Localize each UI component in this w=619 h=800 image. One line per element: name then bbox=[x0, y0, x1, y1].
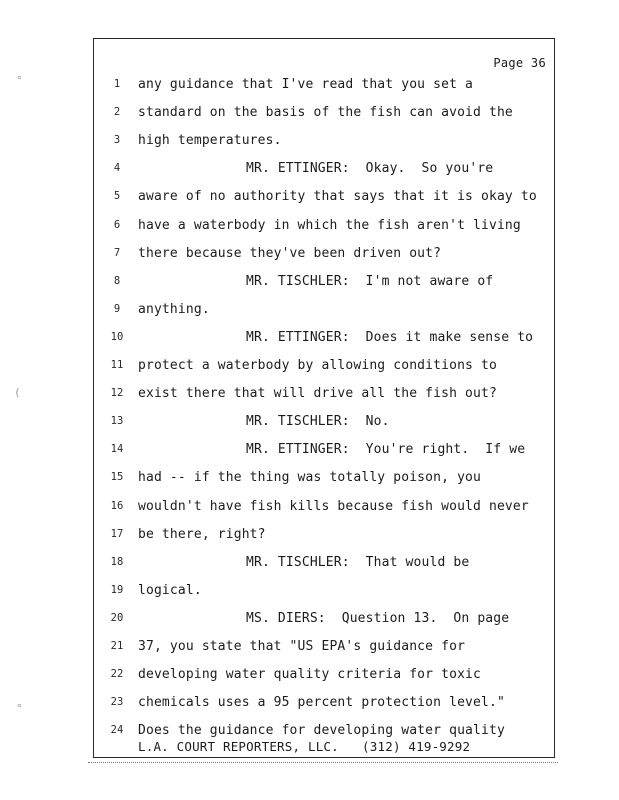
line-number: 12 bbox=[110, 387, 124, 400]
line-number: 1 bbox=[113, 78, 121, 90]
transcript-line: standard on the basis of the fish can avoid the bbox=[138, 105, 513, 121]
page-number: Page 36 bbox=[493, 56, 546, 70]
transcript-line: MR. TISCHLER: No. bbox=[246, 414, 390, 430]
transcript-line: MR. TISCHLER: I'm not aware of bbox=[246, 273, 494, 289]
line-number: 19 bbox=[110, 583, 124, 596]
transcript-line: exist there that will drive all the fish out? bbox=[138, 386, 497, 402]
punch-hole-middle: ( bbox=[14, 386, 21, 399]
transcript-line: protect a waterbody by allowing conditions to bbox=[138, 358, 497, 373]
bottom-rule bbox=[88, 762, 558, 764]
line-number: 2 bbox=[113, 106, 121, 119]
transcript-line: any guidance that I've read that you set a bbox=[138, 77, 474, 92]
line-number: 18 bbox=[110, 555, 124, 568]
transcript-line: MS. DIERS: Question 13. On page bbox=[246, 610, 510, 626]
line-number: 6 bbox=[113, 218, 121, 231]
transcript-line: high temperatures. bbox=[138, 133, 282, 149]
line-number: 15 bbox=[110, 471, 124, 484]
line-number: 13 bbox=[110, 415, 124, 428]
line-number: 5 bbox=[113, 190, 121, 203]
line-number: 20 bbox=[110, 611, 124, 624]
punch-hole-top: ° bbox=[16, 74, 23, 87]
line-number: 7 bbox=[113, 246, 121, 259]
transcript-line: chemicals uses a 95 percent protection level." bbox=[138, 695, 505, 711]
line-number: 16 bbox=[110, 499, 124, 512]
transcript-line: logical. bbox=[138, 582, 202, 598]
line-number: 23 bbox=[110, 696, 124, 709]
line-number: 8 bbox=[113, 274, 121, 287]
transcript-line: wouldn't have fish kills because fish would never bbox=[138, 498, 529, 514]
transcript-page bbox=[93, 38, 555, 758]
transcript-line: MR. ETTINGER: Okay. So you're bbox=[246, 161, 494, 177]
transcript-line: aware of no authority that says that it is okay to bbox=[138, 189, 537, 205]
line-number: 10 bbox=[110, 330, 124, 343]
transcript-line: 37, you state that "US EPA's guidance for bbox=[138, 639, 466, 654]
line-number: 4 bbox=[113, 162, 121, 175]
line-number: 3 bbox=[113, 134, 121, 147]
transcript-line: had -- if the thing was totally poison, you bbox=[138, 470, 481, 486]
line-number: 11 bbox=[110, 359, 124, 371]
line-number: 17 bbox=[110, 527, 124, 540]
line-number: 22 bbox=[110, 668, 124, 681]
transcript-line: Does the guidance for developing water quality bbox=[138, 723, 505, 739]
line-number: 24 bbox=[110, 724, 124, 737]
transcript-line: MR. ETTINGER: You're right. If we bbox=[246, 442, 526, 458]
transcript-line: developing water quality criteria for toxic bbox=[138, 667, 481, 683]
line-number: 9 bbox=[113, 302, 121, 315]
line-number: 14 bbox=[110, 443, 124, 456]
transcript-line: anything. bbox=[138, 301, 210, 317]
transcript-line: MR. ETTINGER: Does it make sense to bbox=[246, 329, 534, 345]
punch-hole-bottom: ° bbox=[16, 702, 23, 715]
transcript-line: MR. TISCHLER: That would be bbox=[246, 554, 470, 570]
transcript-line: be there, right? bbox=[138, 526, 266, 542]
transcript-line: there because they've been driven out? bbox=[138, 245, 442, 261]
court-reporter-footer: L.A. COURT REPORTERS, LLC. (312) 419-9292 bbox=[138, 739, 471, 754]
line-number: 21 bbox=[110, 640, 124, 652]
transcript-line: have a waterbody in which the fish aren't living bbox=[138, 217, 521, 233]
